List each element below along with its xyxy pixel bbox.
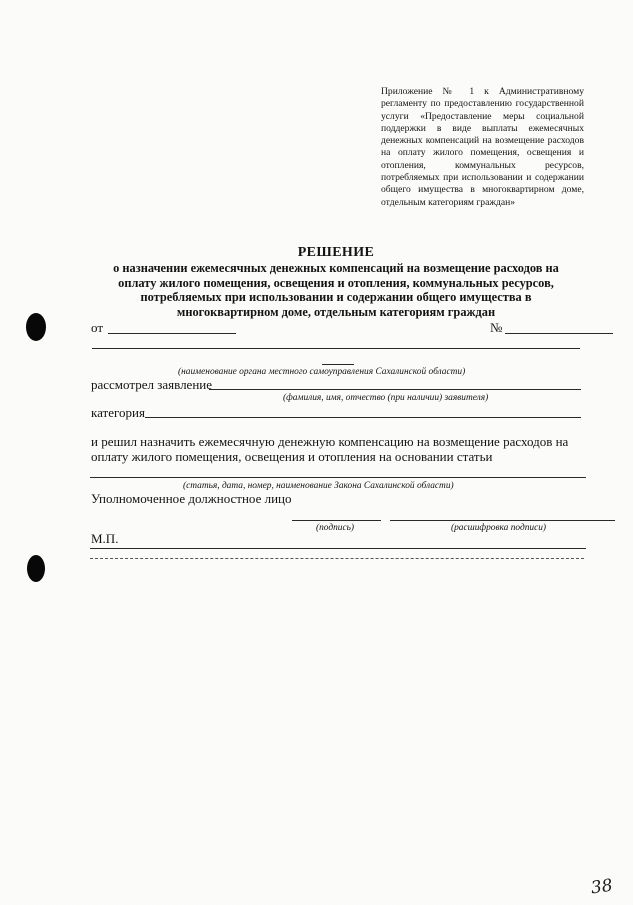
punch-hole-top xyxy=(26,313,46,341)
reviewed-label: рассмотрел заявление xyxy=(91,377,213,392)
document-subtitle xyxy=(40,261,632,319)
decision-line-1: и решил назначить ежемесячную денежную компенсацию на возмещение расходов на xyxy=(91,434,569,449)
subtitle-line-2: оплату жилого помещения, освещения и отопления, коммунальных ресурсов, xyxy=(118,275,554,290)
category-field[interactable] xyxy=(145,417,581,418)
punch-hole-bottom xyxy=(27,555,45,582)
annex-note: Приложение № 1 к Административному регламенту по предоставлению государственной услуги «Предоставление меры социальной поддержки в виде выплаты ежемесячных денежных компенсаций на возмещение расходов на оплату жилого помещения, освещения и отопления, коммунальных ресурсов, потребляемых при использовании и содержании общего имущества в многоквартирном доме, отдельным категориям граждан» xyxy=(381,86,584,208)
law-caption: (статья, дата, номер, наименование Закона Сахалинской области) xyxy=(183,481,454,491)
category-label: категория xyxy=(91,405,145,420)
stamp-rule xyxy=(90,548,586,549)
date-label: от xyxy=(91,320,104,335)
document-title: РЕШЕНИЕ xyxy=(297,245,375,260)
applicant-caption: (фамилия, имя, отчество (при наличии) заявителя) xyxy=(283,393,489,403)
number-field[interactable] xyxy=(505,333,613,334)
cut-line xyxy=(90,558,584,559)
signature-decode-field[interactable] xyxy=(390,520,615,521)
handwritten-page-number: 38 xyxy=(589,875,614,899)
subtitle-line-3: потребляемых при использовании и содержании общего имущества в xyxy=(140,290,532,304)
signature-field[interactable] xyxy=(292,520,381,521)
subtitle-line-1: о назначении ежемесячных денежных компенсаций на возмещение расходов на xyxy=(113,261,559,275)
date-field[interactable] xyxy=(108,333,236,334)
number-label: № xyxy=(490,320,503,335)
applicant-field[interactable] xyxy=(209,389,581,390)
law-field[interactable] xyxy=(90,477,586,478)
decision-line-2: оплату жилого помещения, освещения и отопления на основании статьи xyxy=(91,449,493,464)
signature-caption: (подпись) xyxy=(316,523,355,533)
small-rule xyxy=(322,364,354,365)
organ-caption: (наименование органа местного самоуправления Сахалинской области) xyxy=(178,367,466,377)
organ-field[interactable] xyxy=(92,348,580,349)
official-label: Уполномоченное должностное лицо xyxy=(91,491,292,506)
stamp-label: М.П. xyxy=(91,531,119,546)
signature-decode-caption: (расшифровка подписи) xyxy=(451,523,547,533)
subtitle-line-4: многоквартирном доме, отдельным категориям граждан xyxy=(176,304,496,319)
